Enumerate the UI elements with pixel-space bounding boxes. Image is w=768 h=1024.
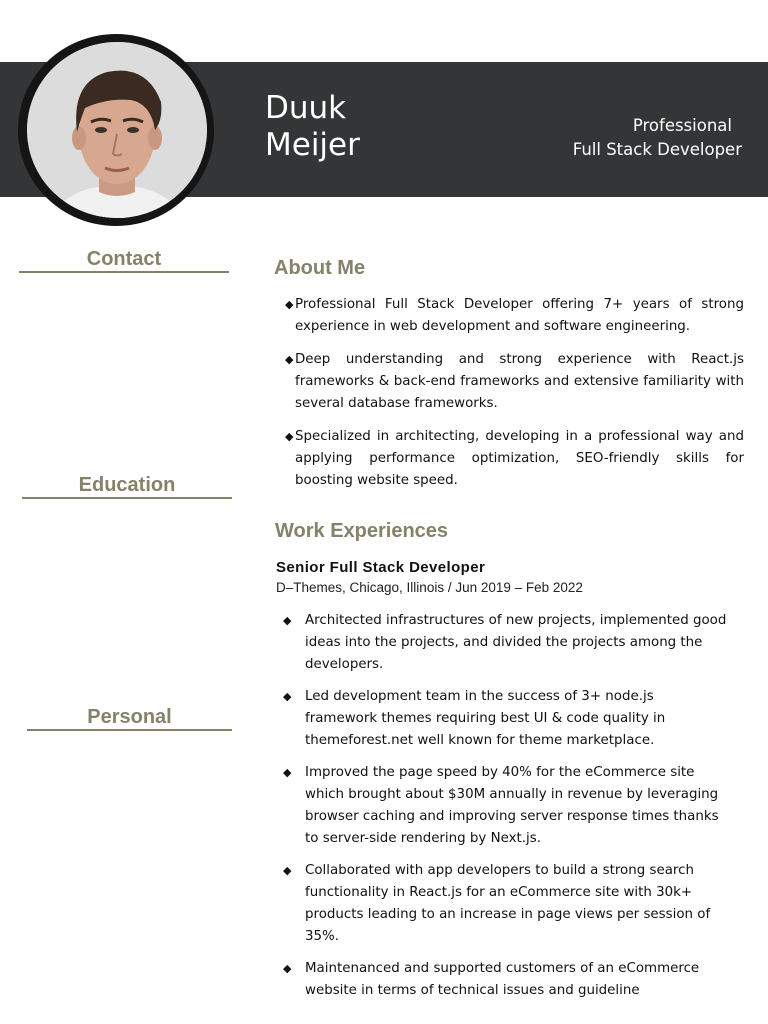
work-item: ◆ Architected infrastructures of new projects, implemented good ideas into the projects, and divided the projects among the developers. xyxy=(280,610,730,676)
work-item: ◆ Led development team in the success of 3+ node.js framework themes requiring best UI & code quality in themeforest.net well known for theme marketplace. xyxy=(280,686,730,752)
diamond-bullet-icon: ◆ xyxy=(285,430,294,443)
title-line-1: Professional xyxy=(632,116,732,135)
about-item: ◆ Specialized in architecting, developing in a professional way and applying performance optimization, SEO-friendly skills for boosting website speed. xyxy=(275,426,744,492)
diamond-bullet-icon: ◆ xyxy=(283,690,292,703)
diamond-bullet-icon: ◆ xyxy=(283,864,292,877)
work-item: ◆ Improved the page speed by 40% for the eCommerce site which brought about $30M annually in revenue by leveraging browser caching and improving server response times thanks to server-side rendering by Next.js. xyxy=(280,762,730,850)
last-name: Meijer xyxy=(265,127,360,163)
job-company-dates: D–Themes, Chicago, Illinois / Jun 2019 – Feb 2022 xyxy=(276,580,583,595)
diamond-bullet-icon: ◆ xyxy=(283,962,292,975)
work-item: ◆ Maintenanced and supported customers of an eCommerce website in terms of technical issues and guideline xyxy=(280,958,730,1002)
first-name: Duuk xyxy=(265,90,347,126)
job-position: Senior Full Stack Developer xyxy=(276,559,486,576)
diamond-bullet-icon: ◆ xyxy=(285,298,294,311)
profile-photo xyxy=(27,42,207,218)
title-line-2: Full Stack Developer xyxy=(572,140,742,159)
contact-heading: Contact xyxy=(19,248,229,273)
work-heading: Work Experiences xyxy=(275,520,449,542)
job-title-block xyxy=(573,114,742,162)
work-list xyxy=(280,610,730,1012)
diamond-bullet-icon: ◆ xyxy=(283,614,292,627)
education-heading: Education xyxy=(22,474,232,499)
diamond-bullet-icon: ◆ xyxy=(283,766,292,779)
about-list xyxy=(275,294,744,503)
candidate-name xyxy=(265,90,360,164)
diamond-bullet-icon: ◆ xyxy=(285,353,294,366)
profile-photo-image xyxy=(27,42,207,218)
work-item: ◆ Collaborated with app developers to build a strong search functionality in React.js for an eCommerce site with 30k+ products leading to an increase in page views per session of 35%. xyxy=(280,860,730,948)
personal-heading: Personal xyxy=(27,706,232,731)
about-item: ◆ Professional Full Stack Developer offering 7+ years of strong experience in web development and software engineering. xyxy=(275,294,744,338)
about-heading: About Me xyxy=(274,257,366,279)
about-item: ◆ Deep understanding and strong experience with React.js frameworks & back-end frameworks and extensive familiarity with several database frameworks. xyxy=(275,349,744,415)
